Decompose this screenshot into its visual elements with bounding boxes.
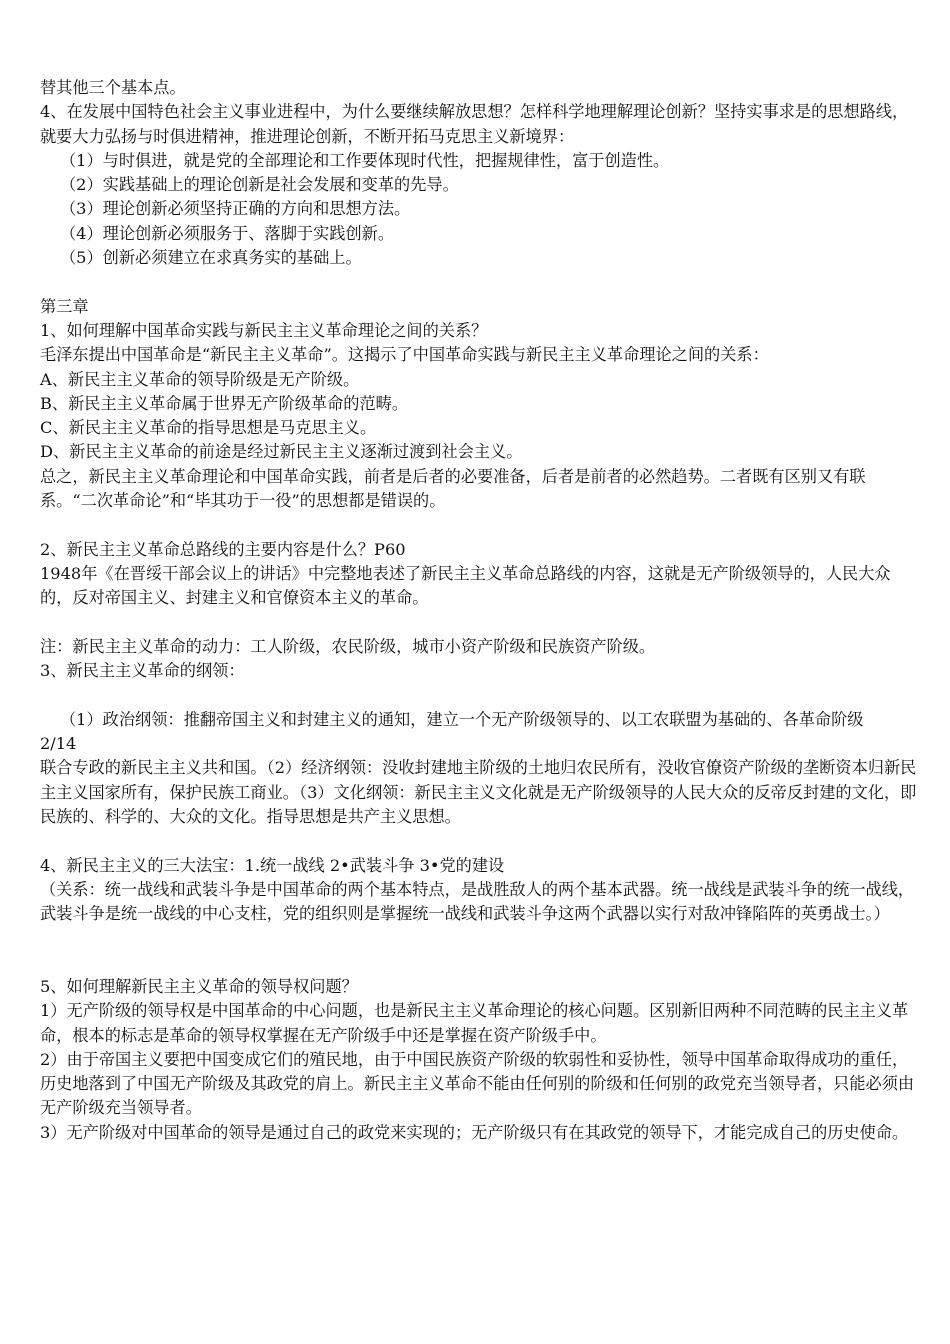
text-line: 4、在发展中国特色社会主义事业进程中，为什么要继续解放思想？怎样科学地理解理论创新？坚持实事求是的思想路线，就要大力弘扬与时俱进精神，推进理论创新，不断开拓马克思主义新境界： bbox=[40, 102, 909, 146]
text-line: 注：新民主主义革命的动力：工人阶级，农民阶级，城市小资产阶级和民族资产阶级。 bbox=[40, 636, 656, 656]
text-line: 3）无产阶级对中国革命的领导是通过自己的政党来实现的；无产阶级只有在其政党的领导下，才能完成自己的历史使命。 bbox=[40, 1122, 909, 1142]
text-line: （1）与时俱进，就是党的全部理论和工作要体现时代性，把握规律性，富于创造性。 bbox=[60, 150, 670, 170]
text-line: （4）理论创新必须服务于、落脚于实践创新。 bbox=[60, 223, 395, 243]
text-line: 2/14 bbox=[40, 734, 77, 754]
text-line: 4、新民主主义的三大法宝：1.统一战线 2•武装斗争 3•党的建设 bbox=[40, 855, 505, 875]
text-line: C、新民主主义革命的指导思想是马克思主义。 bbox=[40, 418, 377, 438]
blank-line bbox=[40, 611, 920, 635]
blank-line bbox=[40, 683, 920, 707]
document-page bbox=[40, 76, 920, 1145]
text-line: （3）理论创新必须坚持正确的方向和思想方法。 bbox=[60, 199, 411, 219]
blank-line bbox=[40, 926, 920, 950]
text-line: （2）实践基础上的理论创新是社会发展和变革的先导。 bbox=[60, 175, 459, 195]
text-line: 毛泽东提出中国革命是“新民主主义革命”。这揭示了中国革命实践与新民主主义革命理论之间的关系： bbox=[40, 345, 769, 365]
blank-line bbox=[40, 513, 920, 537]
text-line: B、新民主主义革命属于世界无产阶级革命的范畴。 bbox=[40, 393, 409, 413]
text-line: 1、如何理解中国革命实践与新民主主义革命理论之间的关系？ bbox=[40, 320, 488, 340]
text-line: A、新民主主义革命的领导阶级是无产阶级。 bbox=[40, 369, 360, 389]
text-line: 1948年《在晋绥干部会议上的讲话》中完整地表述了新民主主义革命总路线的内容，这就是无产阶级领导的，人民大众的，反对帝国主义、封建主义和官僚资本主义的革命。 bbox=[40, 563, 891, 608]
text-line: （1）政治纲领：推翻帝国主义和封建主义的通知，建立一个无产阶级领导的、以工农联盟为基础的、各革命阶级 bbox=[60, 709, 864, 729]
text-line: 第三章 bbox=[40, 296, 89, 316]
text-line: （5）创新必须建立在求真务实的基础上。 bbox=[60, 248, 362, 268]
text-line: 总之，新民主主义革命理论和中国革命实践，前者是后者的必要准备，后者是前者的必然趋势。二者既有区别又有联系。“二次革命论”和“毕其功于一役”的思想都是错误的。 bbox=[40, 466, 866, 511]
text-line: 2）由于帝国主义要把中国变成它们的殖民地，由于中国民族资产阶级的软弱性和妥协性，领导中国革命取得成功的重任，历史地落到了中国无产阶级及其政党的肩上。新民主主义革命不能由任何别的阶级和任何别的政党充当领导者，只能必须由无产阶级充当领导者。 bbox=[40, 1049, 915, 1118]
blank-line bbox=[40, 270, 920, 294]
text-line: 1）无产阶级的领导权是中国革命的中心问题，也是新民主主义革命理论的核心问题。区别新旧两种不同范畴的民主主义革命，根本的标志是革命的领导权掌握在无产阶级手中还是掌握在资产阶级手中。 bbox=[40, 1001, 909, 1045]
text-line: 替其他三个基本点。 bbox=[40, 78, 186, 97]
text-line: 联合专政的新民主主义共和国。（2）经济纲领：没收封建地主阶级的土地归农民所有，没收官僚资产阶级的垄断资本归新民主主义国家所有，保护民族工商业。（3）文化纲领：新民主主义文化就是无产阶级领导的人民大众的反帝反封建的文化，即民族的、科学的、大众的文化。指导思想是共产主义思想。 bbox=[40, 758, 917, 826]
text-line: 5、如何理解新民主主义革命的领导权问题？ bbox=[40, 976, 358, 996]
blank-line bbox=[40, 829, 920, 853]
blank-line bbox=[40, 951, 920, 975]
text-line: D、新民主主义革命的前途是经过新民主主义逐渐过渡到社会主义。 bbox=[40, 442, 523, 462]
text-line: （关系：统一战线和武装斗争是中国革命的两个基本特点，是战胜敌人的两个基本武器。统一战线是武装斗争的统一战线，武装斗争是统一战线的中心支柱，党的组织则是掌握统一战线和武装斗争这两个武器以实行对敌冲锋陷阵的英勇战士。） bbox=[40, 879, 915, 924]
text-line: 3、新民主主义革命的纲领： bbox=[40, 661, 245, 681]
text-line: 2、新民主主义革命总路线的主要内容是什么？P60 bbox=[40, 539, 406, 559]
